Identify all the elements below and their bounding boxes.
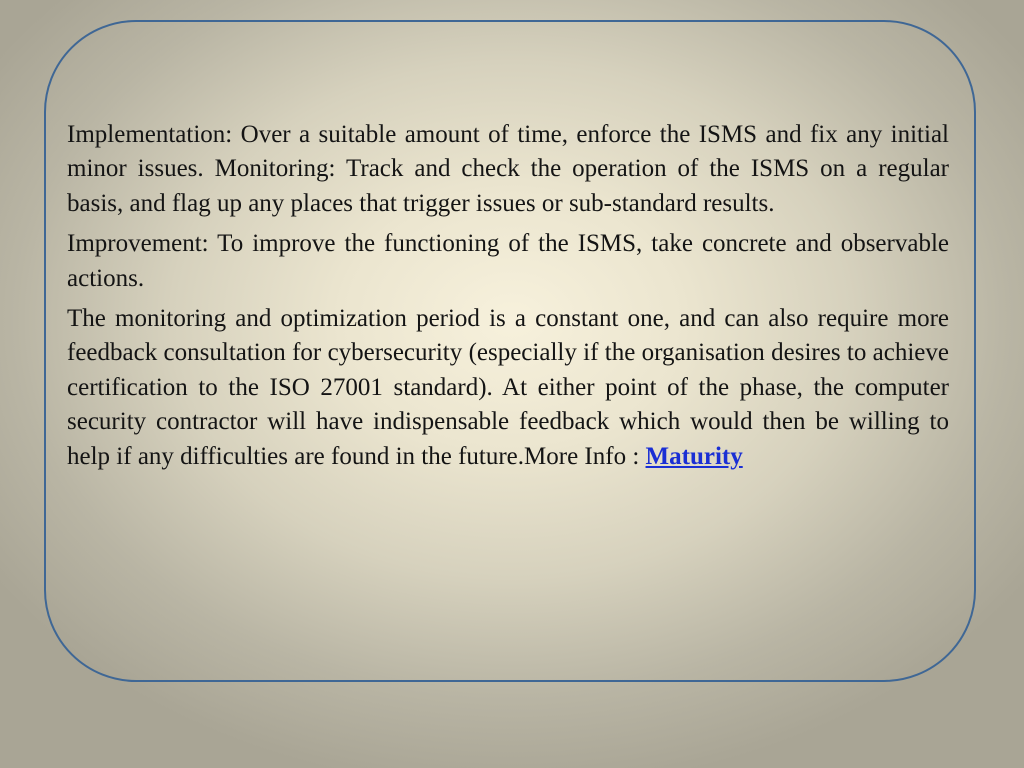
paragraph-monitoring-text: The monitoring and optimization period is a constant one, and can also require more feedback consultation for cybersecurity (especially if the organisation desires to achieve certification to the ISO 27001 standard). At either point of the phase, the computer security contractor will have indispensable feedback which would then be willing to help if any difficulties are found in the future.More Info : xyxy=(67,305,949,470)
maturity-link[interactable]: Maturity xyxy=(645,442,743,470)
paragraph-monitoring-period xyxy=(67,302,949,474)
paragraph-implementation: Implementation: Over a suitable amount of time, enforce the ISMS and fix any initial minor issues. Monitoring: Track and check the operation of the ISMS on a regular basis, and flag up any places that trigger issues or sub-standard results. xyxy=(67,121,949,217)
paragraph-improvement: Improvement: To improve the functioning of the ISMS, take concrete and observable actions. xyxy=(67,230,949,292)
slide-text xyxy=(67,118,949,480)
